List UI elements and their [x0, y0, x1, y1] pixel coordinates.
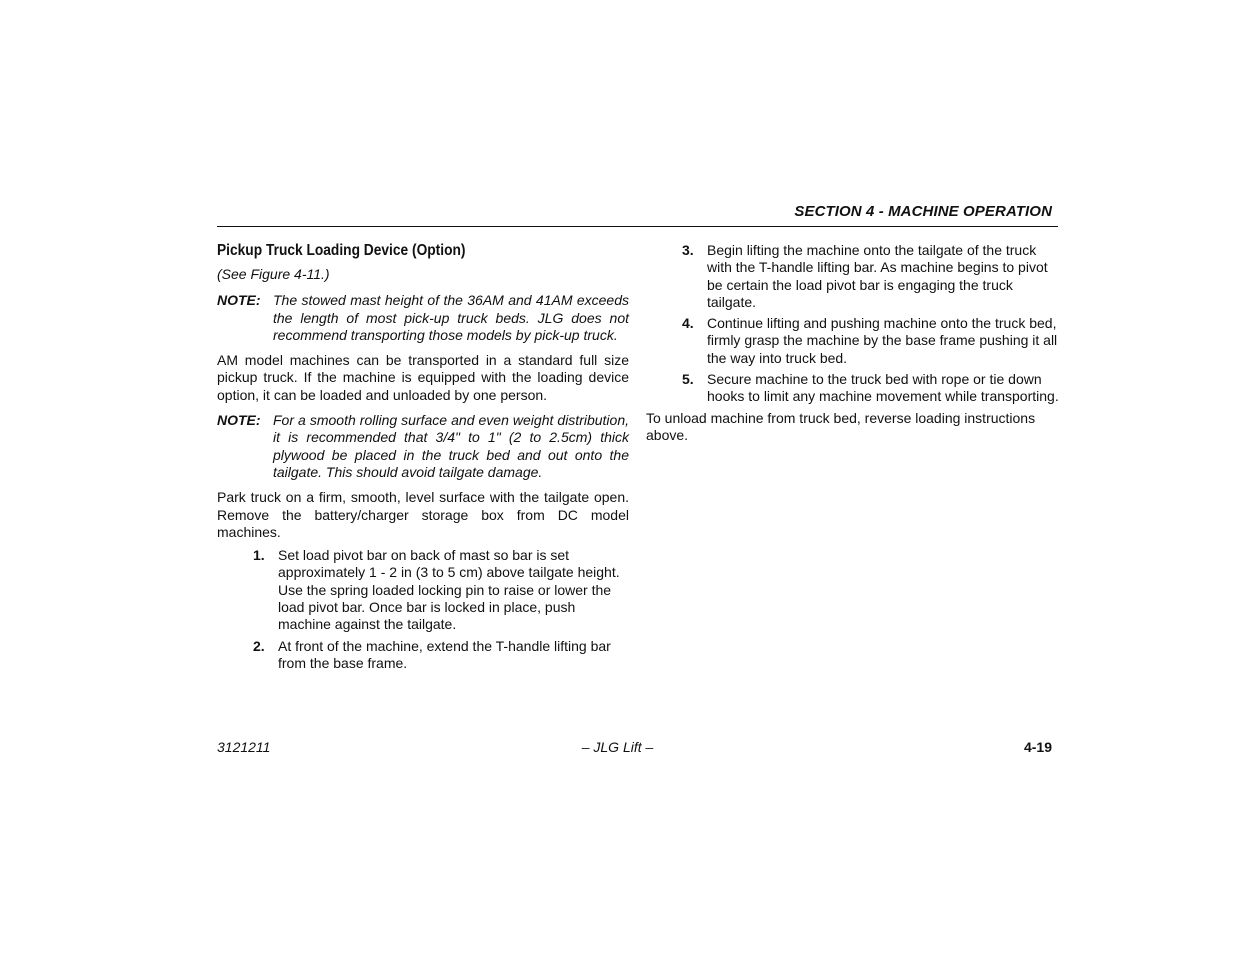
note-text: The stowed mast height of the 36AM and 41AM exceeds the length of most pick-up truck beds. JLG does not recommend transporting those models by pick-up truck.	[273, 292, 629, 343]
note-text: For a smooth rolling surface and even weight distribution, it is recommended that 3/4" to 1" (2 to 2.5cm) thick plywood be placed in the truck bed and out onto the tailgate. This should avoid tailgate damage.	[273, 412, 629, 480]
document-number: 3121211	[217, 739, 271, 755]
page-number: 4-19	[1023, 739, 1052, 755]
step-item	[682, 242, 1059, 311]
footer-brand: – JLG Lift –	[581, 739, 654, 755]
note-plywood	[217, 412, 629, 481]
section-title: Pickup Truck Loading Device (Option)	[217, 242, 466, 259]
step-text: At front of the machine, extend the T-handle lifting bar from the base frame.	[278, 637, 611, 671]
step-number: 1.	[253, 547, 265, 564]
section-header: SECTION 4 - MACHINE OPERATION	[794, 203, 1052, 220]
step-item	[253, 638, 629, 673]
steps-list-right	[646, 242, 1059, 406]
note-label: NOTE:	[217, 292, 261, 309]
step-text: Set load pivot bar on back of mast so bar is set approximately 1 - 2 in (3 to 5 cm) above tailgate height. Use the spring loaded locking pin to raise or lower the load pivot bar. Once bar is locked in place, push machine against the tailgate.	[278, 547, 620, 633]
paragraph-unload: To unload machine from truck bed, reverse loading instructions above.	[646, 409, 1036, 443]
note-label: NOTE:	[217, 412, 261, 429]
step-number: 4.	[682, 315, 694, 332]
left-column	[217, 241, 629, 676]
step-text: Begin lifting the machine onto the tailgate of the truck with the T-handle lifting bar. As machine begins to pivot be certain the load pivot bar is engaging the truck tailgate.	[707, 242, 1048, 310]
paragraph-park-truck: Park truck on a firm, smooth, level surface with the tailgate open. Remove the battery/charger storage box from DC model machines.	[217, 489, 629, 540]
note-mast-height	[217, 292, 629, 344]
step-number: 2.	[253, 637, 265, 654]
step-item	[682, 315, 1059, 367]
step-number: 3.	[682, 242, 694, 258]
step-text: Continue lifting and pushing machine onto the truck bed, firmly grasp the machine by the base frame pushing it all the way into truck bed.	[707, 315, 1058, 366]
step-text: Secure machine to the truck bed with rope or tie down hooks to limit any machine movement while transporting.	[707, 371, 1059, 405]
steps-list-left	[217, 547, 629, 672]
right-column	[646, 242, 1059, 452]
figure-reference: (See Figure 4-11.)	[217, 266, 330, 282]
step-number: 5.	[682, 371, 694, 388]
step-item	[682, 371, 1059, 406]
step-item	[253, 547, 629, 633]
header-rule	[217, 226, 1058, 227]
paragraph-transport: AM model machines can be transported in a standard full size pickup truck. If the machine is equipped with the loading device option, it can be loaded and unloaded by one person.	[217, 352, 629, 403]
